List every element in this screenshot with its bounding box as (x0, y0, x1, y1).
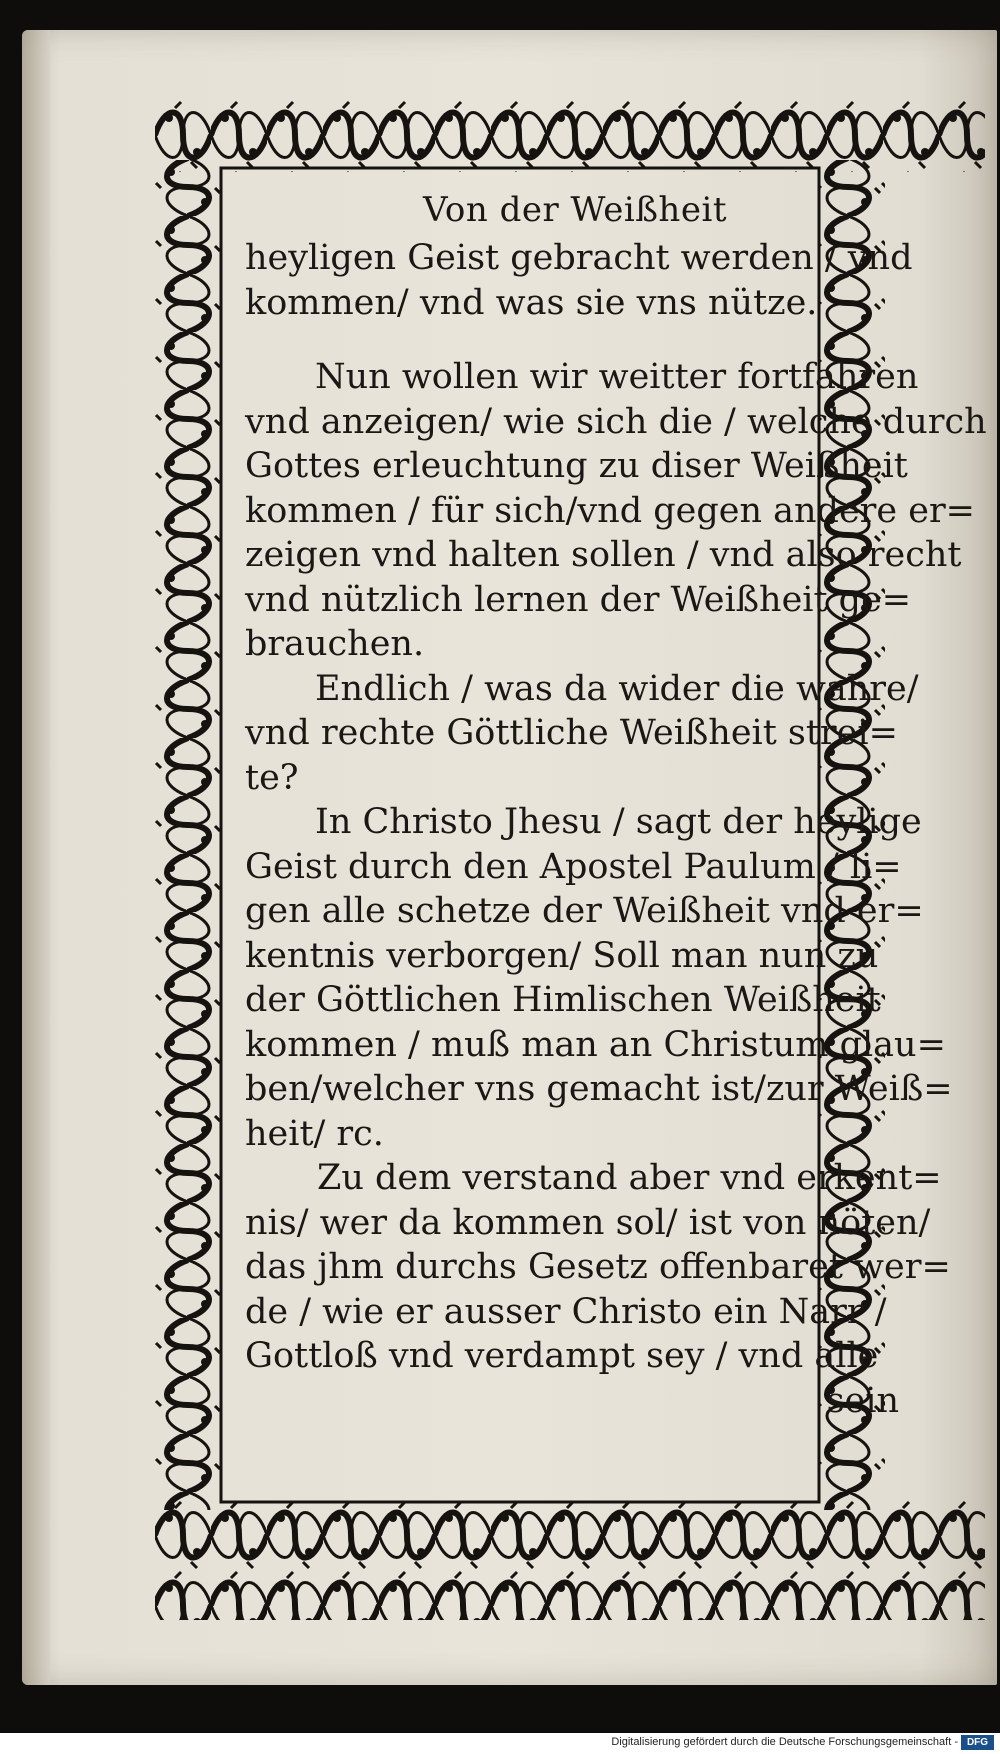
text-line: Gottes erleuchtung zu diser Weißheit (245, 446, 908, 486)
border-bottom (155, 1500, 985, 1620)
text-line: ben/welcher vns gemacht ist/zur Weiß= (245, 1069, 953, 1109)
paragraph-gap (245, 325, 905, 355)
text-line: vnd anzeigen/ wie sich die / welche durch (245, 401, 987, 442)
text-line: Endlich / was da wider die wahre/ (315, 668, 919, 709)
text-line: Nun wollen wir weitter fortfahren (315, 357, 919, 397)
text-line: nis/ wer da kommen sol/ ist von nöten/ (245, 1202, 931, 1243)
page-gutter-edge (22, 30, 50, 1685)
running-header: Von der Weißheit (423, 190, 727, 230)
text-line: Geist durch den Apostel Paulum / li= (245, 846, 902, 887)
text-line: te? (245, 757, 299, 798)
text-line: zeigen vnd halten sollen / vnd also recht (245, 535, 962, 575)
text-line: Zu dem verstand aber vnd erkent= (317, 1158, 942, 1198)
text-line: gen alle schetze der Weißheit vnd er= (245, 891, 924, 931)
text-line: Gottloß vnd verdampt sey / vnd alle (245, 1336, 879, 1376)
dfg-logo: DFG (961, 1735, 994, 1750)
page-text (245, 188, 987, 1468)
text-line: kommen / für sich/vnd gegen andere er= (245, 490, 976, 531)
catchword: sein (826, 1380, 899, 1421)
text-line: heit/ rc. (245, 1113, 384, 1154)
text-line: vnd rechte Göttliche Weißheit strei= (245, 713, 898, 753)
text-line: das jhm durchs Gesetz offenbaret wer= (245, 1247, 951, 1287)
text-line: kentnis verborgen/ Soll man nun zu (245, 935, 879, 976)
text-line: heyligen Geist gebracht werden / vnd (245, 238, 913, 278)
text-line: der Göttlichen Himlischen Weißheit (245, 980, 881, 1020)
text-line: kommen/ vnd was sie vns nütze. (245, 282, 818, 323)
text-line: vnd nützlich lernen der Weißheit ge= (245, 579, 912, 620)
digitization-credit: Digitalisierung gefördert durch die Deutsche Forschungsgemeinschaft - (611, 1736, 958, 1748)
text-line: brauchen. (245, 624, 425, 664)
text-line: de / wie er ausser Christo ein Narr / (245, 1291, 887, 1332)
border-left (155, 160, 221, 1510)
text-line: In Christo Jhesu / sagt der heylige (315, 802, 922, 842)
text-line: kommen / muß man an Christum glau= (245, 1024, 946, 1065)
